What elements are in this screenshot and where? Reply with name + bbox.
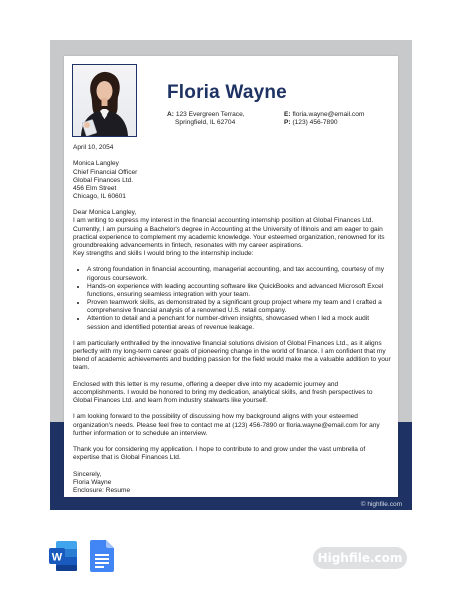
paragraph-contact: I am looking forward to the possibility of discussing how my background aligns with your esteemed organization's needs. Please feel free to contact me at (123) 456-7890 or floria.wayne@email.com for any further information or to schedule an interview. (73, 413, 380, 437)
phone-label: P: (284, 119, 291, 127)
profile-photo-illustration (73, 65, 136, 136)
phone-number: (123) 456-7890 (292, 119, 338, 127)
recipient-street: 456 Elm Street (73, 184, 117, 192)
address-block (167, 111, 245, 128)
address-label: A: (167, 111, 174, 118)
paragraph-alignment: I am particularly enthralled by the innovative financial solutions division of Global Finances Ltd., as it aligns perfectly with my long-term career goals of pioneering change in the world of finance. I am confident that my blend of academic achievements and budding passion for the field would make me a valuable addition to your team. (73, 339, 391, 372)
recipient-title: Chief Financial Officer (73, 168, 138, 176)
address-line-1: 123 Evergreen Terrace, (175, 111, 245, 118)
word-icon (48, 540, 78, 572)
skills-list-item: • Attention to detail and a penchant for number-driven insights, showcased when I led a mock audit session and identified potential areas of revenue leakage. (87, 315, 391, 331)
copyright-text: © highfile.com (360, 501, 402, 508)
applicant-name: Floria Wayne (167, 82, 287, 103)
profile-photo (72, 64, 137, 137)
cover-letter-page (64, 56, 398, 497)
highfile-brand-badge[interactable]: Highfile.com (313, 547, 407, 569)
recipient-city: Chicago, IL 60601 (73, 192, 126, 200)
google-docs-format-icon[interactable] (90, 540, 114, 577)
address-line-2: Springfield, IL 62704 (175, 119, 236, 127)
letter-body (73, 144, 391, 495)
signature-name: Floria Wayne (73, 478, 112, 486)
email-label: E: (284, 111, 291, 118)
google-docs-icon (90, 540, 114, 572)
contact-block (284, 111, 364, 128)
word-icon-letter: W (51, 551, 63, 564)
recipient-company: Global Finances Ltd. (73, 176, 134, 184)
skills-list (73, 266, 391, 331)
email-address: floria.wayne@email.com (292, 111, 365, 118)
skills-list-item: • Hands-on experience with leading accounting software like QuickBooks and advanced Microsoft Excel functions, ensuring seamless integration with your team. (87, 283, 391, 299)
skills-list-item: • A strong foundation in financial accounting, managerial accounting, and tax accounting, courtesy of my rigorous coursework. (87, 266, 391, 282)
intro-paragraph: I am writing to express my interest in the financial accounting internship position at Global Finances Ltd. Currently, I am pursuing a Bachelor's degree in Accounting at the University of Illinois and am eager to gain practical experience to complement my academic knowledge. Your esteemed organization, renowned for its groundbreaking advancements in fintech, resonates with my career aspirations. (73, 217, 385, 249)
letter-date: April 10, 2054 (73, 144, 114, 151)
closing: Sincerely, (73, 470, 102, 478)
word-format-icon[interactable] (48, 540, 78, 577)
skills-lead: Key strengths and skills I would bring to the internship include: (73, 250, 254, 258)
paragraph-enclosure: Enclosed with this letter is my resume, offering a deeper dive into my academic journey and accomplishments. I would be honored to bring my dedication, analytical skills, and fresh perspectives to Global Finances Ltd. and learn from industry stalwarts like yourself. (73, 380, 373, 404)
skills-list-item: • Proven teamwork skills, as demonstrated by a significant group project where my team and I crafted a comprehensive financial analysis of a renowned U.S. retail company. (87, 299, 391, 315)
recipient-name: Monica Langley (73, 160, 119, 168)
salutation: Dear Monica Langley, (73, 209, 137, 217)
enclosure-note: Enclosure: Resume (73, 486, 131, 494)
paragraph-thanks: Thank you for considering my application. I hope to contribute to and grow under the vast umbrella of expertise that is Global Finances Ltd. (73, 446, 366, 462)
